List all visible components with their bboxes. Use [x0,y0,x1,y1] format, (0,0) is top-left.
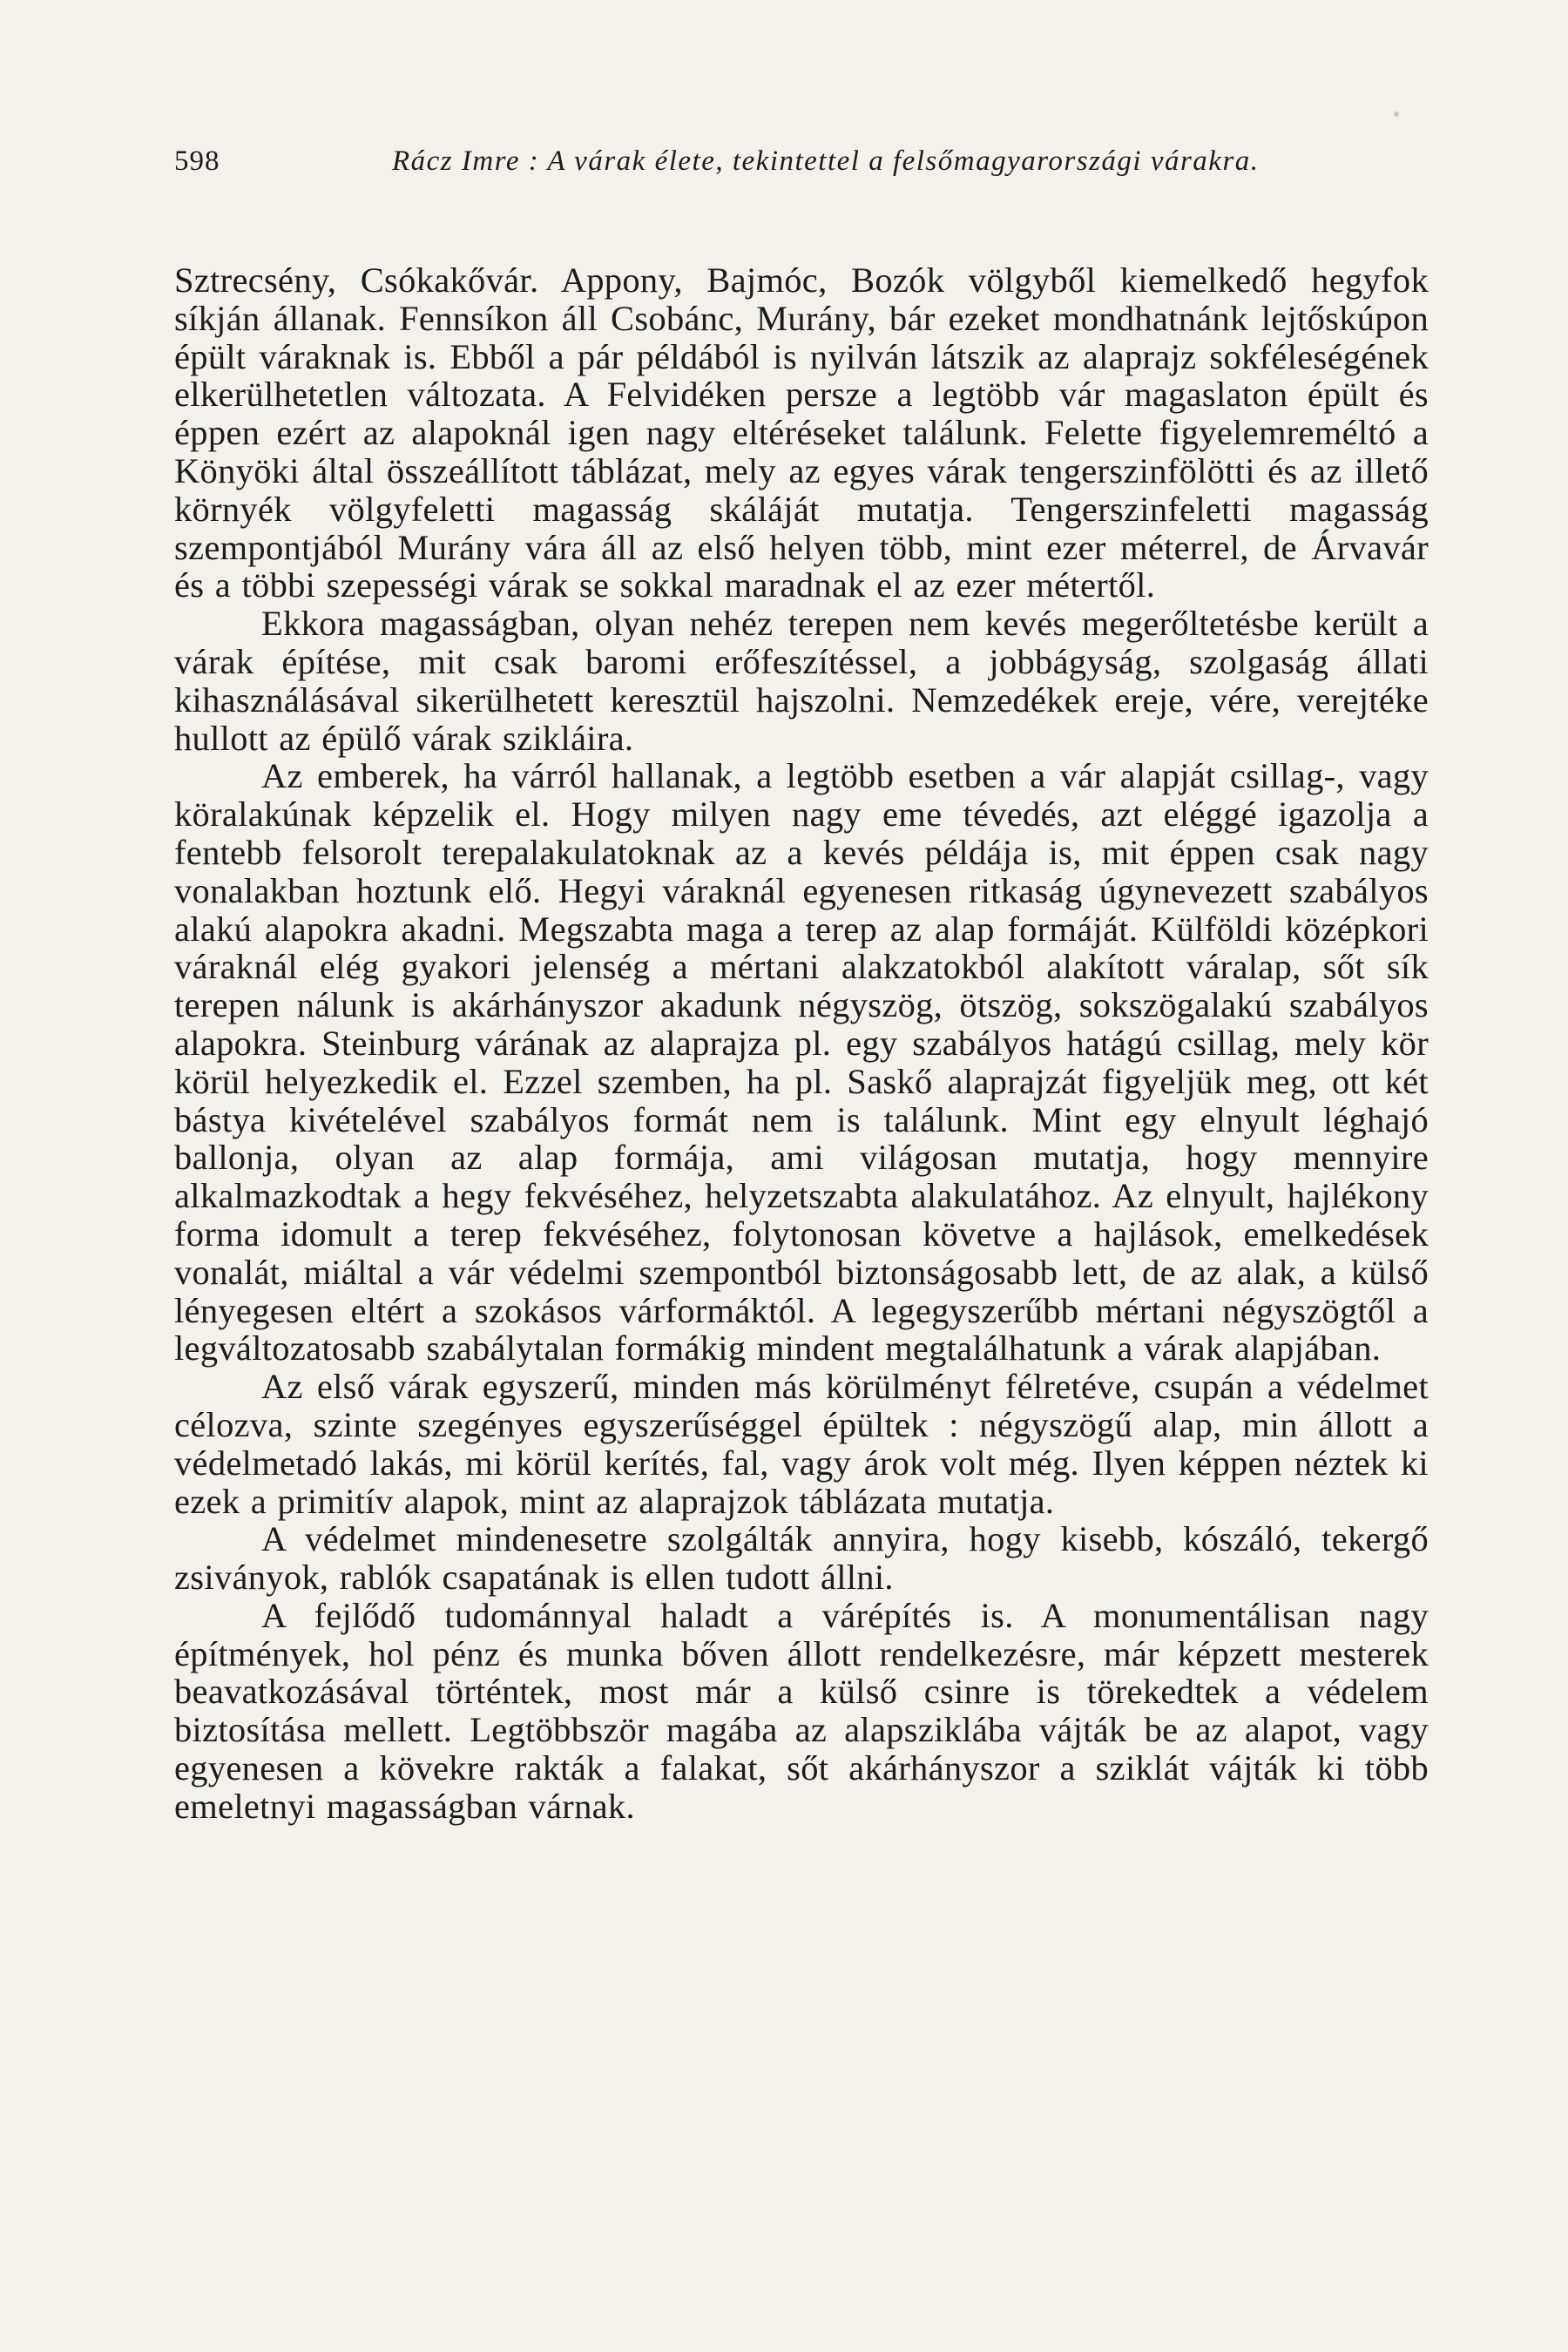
paragraph-1: Sztrecsény, Csókakővár. Appony, Bajmóc, Bozók völgyből kiemelkedő hegyfok síkján állanak. Fennsíkon áll Csobánc, Murány, bár ezeket mondhatnánk lejtőskúpon épült váraknak is. Ebből a pár példából is nyilván látszik az alaprajz sokféleségének elkerülhetetlen változata. A Felvidéken persze a legtöbb vár magaslaton épült és éppen ezért az alapoknál igen nagy eltéréseket találunk. Felette figyelemreméltó a Könyöki által összeállított táblázat, mely az egyes várak tengerszinfölötti és az illető környék völgyfeletti magasság skáláját mutatja. Tengerszinfeletti magasság szempontjából Murány vára áll az első helyen több, mint ezer méterrel, de Árvavár és a többi szepességi várak se sokkal maradnak el az ezer métertől. [174,260,1429,605]
running-title: Rácz Imre : A várak élete, tekintettel a felsőmagyarországi várakra. [392,145,1260,177]
paragraph-6: A fejlődő tudománnyal haladt a várépítés is. A monumentálisan nagy építmények, hol pénz és munka bőven állott rendelkezésre, már képzett mesterek beavatkozásával történtek, most már a külső csinre is törekedtek a védelem biztosítása mellett. Legtöbbször magába az alapsziklába vájták be az alapot, vagy egyenesen a kövekre rakták a falakat, sőt akárhányszor a sziklát vájták ki több emeletnyi magasságban várnak. [174,1595,1429,1826]
body-text [174,261,1429,1826]
scan-speck [1394,112,1399,117]
page-header [174,139,1429,183]
paragraph-2: Ekkora magasságban, olyan nehéz terepen nem kevés megerőltetésbe került a várak építése, mit csak baromi erőfeszítéssel, a jobbágyság, szolgaság állati kihasználásával sikerülhetett keresztül hajszolni. Nemzedékek ereje, vére, verejtéke hullott az épülő várak szikláira. [174,604,1429,758]
paragraph-3: Az emberek, ha várról hallanak, a legtöbb esetben a vár alapját csillag-, vagy köralakúnak képzelik el. Hogy milyen nagy eme tévedés, azt eléggé igazolja a fentebb felsorolt terepalakulatoknak az a kevés példája is, mit éppen csak nagy vonalakban hoztunk elő. Hegyi váraknál egyenesen ritkaság úgynevezett szabályos alakú alapokra akadni. Megszabta maga a terep az alap formáját. Külföldi középkori váraknál elég gyakori jelenség a mértani alakzatokból alakított váralap, sőt sík terepen nálunk is akárhányszor akadunk négyszög, ötszög, sokszögalakú szabályos alapokra. Steinburg várának az alaprajza pl. egy szabályos hatágú csillag, mely kör körül helyezkedik el. Ezzel szemben, ha pl. Saskő alaprajzát figyeljük meg, ott két bástya kivételével szabályos formát nem is találunk. Mint egy elnyult léghajó ballonja, olyan az alap formája, ami világosan mutatja, hogy mennyire alkalmazkodtak a hegy fekvéséhez, helyzetszabta alakulatához. Az elnyult, hajlékony forma idomult a terep fekvéséhez, folytonosan követve a hajlások, emelkedések vonalát, miáltal a vár védelmi szempontból biztonságosabb lett, de az alak, a külső lényegesen eltért a szokásos várformáktól. A legegyszerűbb mértani négyszögtől a legváltozatosabb szabálytalan formákig mindent megtalálhatunk a várak alapjában. [174,756,1429,1369]
paragraph-4: Az első várak egyszerű, minden más körülményt félretéve, csupán a védelmet célozva, szinte szegényes egyszerűséggel épültek : négyszögű alap, min állott a védelmetadó lakás, mi körül kerítés, fal, vagy árok volt még. Ilyen képpen néztek ki ezek a primitív alapok, mint az alaprajzok táblázata mutatja. [174,1367,1429,1521]
page-number: 598 [174,145,220,177]
paragraph-5: A védelmet mindenesetre szolgálták annyira, hogy kisebb, kószáló, tekergő zsiványok, rablók csapatának is ellen tudott állni. [174,1519,1429,1598]
